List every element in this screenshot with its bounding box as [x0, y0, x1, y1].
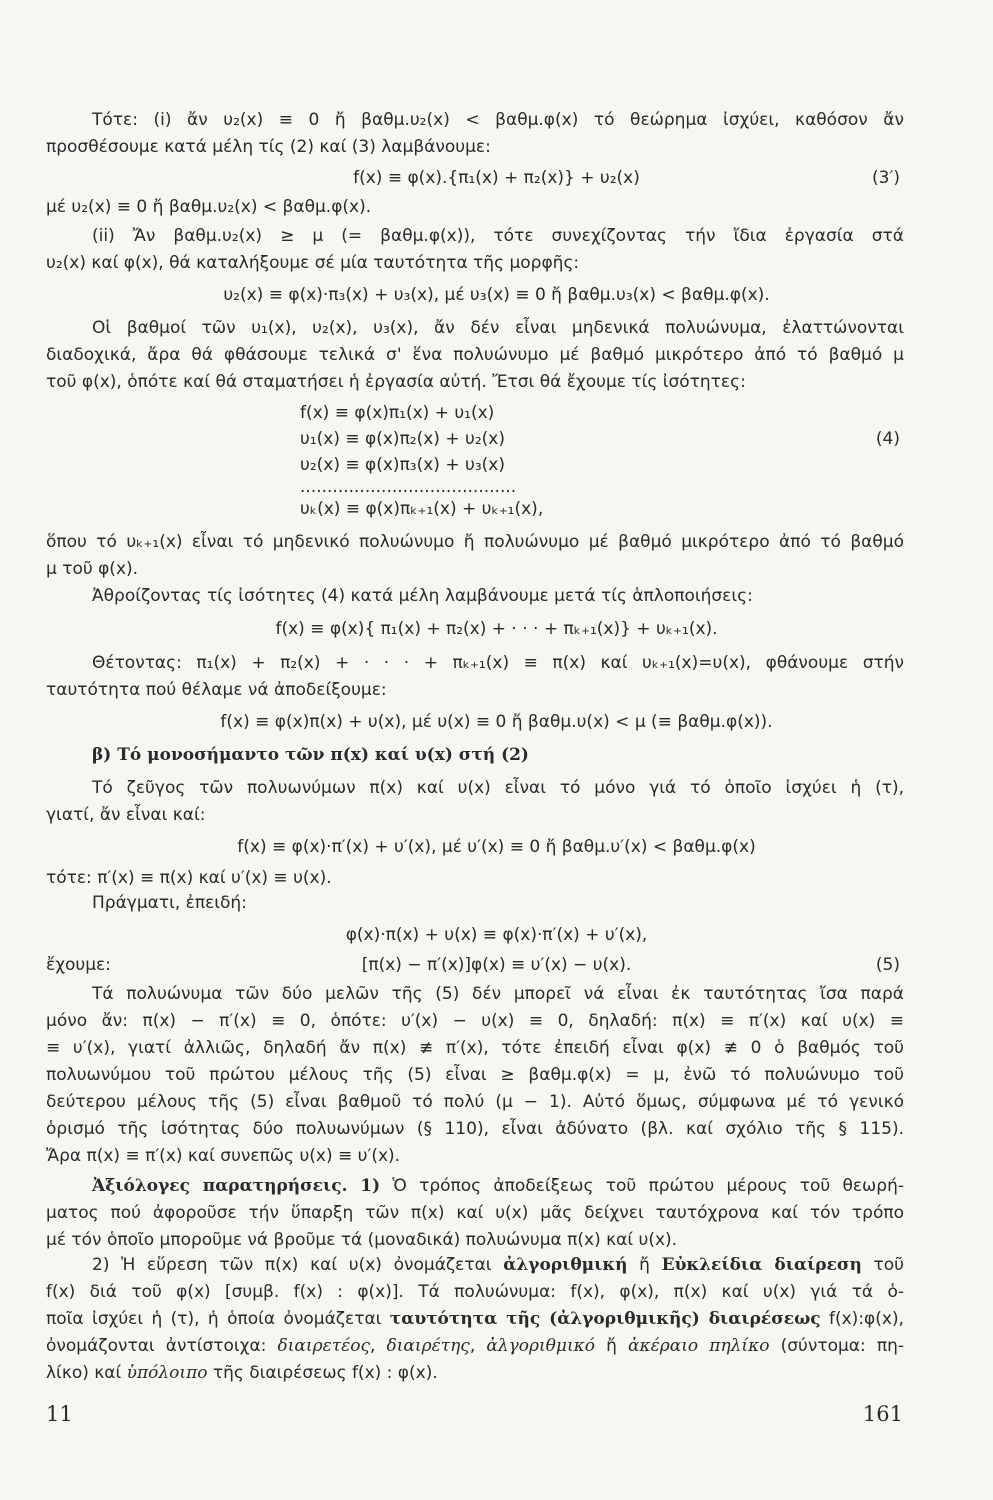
- text-line: Τά πολυώνυμα τῶν δύο μελῶν τῆς (5) δέν μπορεῖ νά εἶναι ἐκ ταυτότητας ἴσα παρά: [92, 984, 904, 1004]
- term-integer-quotient: ἀκέραιο πηλίκο: [628, 1336, 770, 1356]
- text-line: Θέτοντας: π₁(x) + π₂(x) + · · · + πₖ₊₁(x) ≡ π(x) καί υₖ₊₁(x)=υ(x), φθάνουμε στήν: [92, 653, 904, 673]
- text-line: f(x) ≡ φ(x)·π′(x) + υ′(x), μέ υ′(x) ≡ 0 ἤ βαθμ.υ′(x) < βαθμ.φ(x): [237, 837, 756, 857]
- text-line: ≡ υ′(x), γιατί ἀλλιῶς, δηλαδή ἄν π(x) ≢ π′(x), τότε ἐπειδή εἶναι φ(x) ≢ 0 ὁ βαθμός τοῦ: [46, 1038, 904, 1058]
- term-euclidean-division: Εὐκλείδια διαίρεση: [661, 1255, 862, 1275]
- equation-number: (3′): [872, 168, 900, 188]
- text-line: δεύτερου μέλους τῆς (5) εἶναι βαθμοῦ τό πολύ (μ − 1). Αὐτό ὅμως, σύμφωνα μέ τό γενικό: [46, 1092, 904, 1112]
- remark-1-line-3: μέ τόν ὁποῖο μποροῦμε νά βροῦμε τά (μοναδικά) πολυώνυμα π(x) καί υ(x).: [46, 1230, 678, 1250]
- term-dividend: διαιρετέος: [277, 1336, 370, 1356]
- remark-2-line-4: [46, 1336, 904, 1356]
- remark-2-text-3a: ποῖα ἰσχύει ἡ (τ), ἡ ὁποία ὀνομάζεται: [46, 1309, 390, 1329]
- signature-number: 11: [46, 1402, 73, 1426]
- text-line: Πράγματι, ἐπειδή:: [92, 893, 247, 913]
- remark-2-text-4a: ὀνομάζονται ἀντίστοιχα:: [46, 1336, 278, 1356]
- remark-2-text-4i: (σύντομα: πη-: [769, 1336, 905, 1356]
- text-line: ἔχουμε:: [46, 955, 111, 975]
- text-line: f(x) ≡ φ(x)π(x) + υ(x), μέ υ(x) ≡ 0 ἤ βαθμ.υ(x) < μ (≡ βαθμ.φ(x)).: [220, 712, 773, 732]
- text-line: υ₁(x) ≡ φ(x)π₂(x) + υ₂(x): [300, 429, 505, 449]
- text-line: ........................................: [300, 477, 517, 497]
- text-line: (ii) Ἄν βαθμ.υ₂(x) ≥ μ (= βαθμ.φ(x)), τότε συνεχίζοντας τήν ἴδια ἐργασία στά: [92, 226, 904, 246]
- remark-1-text: Ὁ τρόπος ἀποδείξεως τοῦ πρώτου μέρους τοῦ θεωρή-: [380, 1176, 904, 1196]
- remark-2-line-2: f(x) διά τοῦ φ(x) [συμβ. f(x) : φ(x)]. Τά πολυώνυμα: f(x), φ(x), π(x) καί υ(x) γιά τά ὁ-: [46, 1282, 904, 1302]
- text-line: μόνο ἄν: π(x) − π′(x) ≡ 0, ὁπότε: υ′(x) − υ(x) ≡ 0, δηλαδή: π(x) ≡ π′(x) καί υ(x) ≡: [46, 1011, 904, 1031]
- term-division-identity: ταυτότητα τῆς (ἀλγοριθμικῆς) διαιρέσεως: [389, 1309, 821, 1329]
- text-line: υ₂(x) ≡ φ(x)·π₃(x) + υ₃(x), μέ υ₃(x) ≡ 0 ἤ βαθμ.υ₃(x) < βαθμ.φ(x).: [223, 285, 770, 305]
- remark-2-line-5: [46, 1363, 904, 1383]
- text-line: f(x) ≡ φ(x){ π₁(x) + π₂(x) + · · · + πₖ₊₁(x)} + υₖ₊₁(x).: [275, 619, 718, 639]
- text-line: Ἄρα π(x) ≡ π′(x) καί συνεπῶς υ(x) ≡ υ′(x).: [46, 1146, 401, 1166]
- text-line: γιατί, ἄν εἶναι καί:: [46, 805, 206, 825]
- term-algorithmic-quotient: ἀλγοριθμικό: [486, 1336, 595, 1356]
- text-line: διαδοχικά, ἄρα θά φθάσουμε τελικά σ' ἕνα πολυώνυμο μέ βαθμό μικρότερο ἀπό τό βαθμό μ: [46, 345, 904, 365]
- text-line: β) Τό μονοσήμαντο τῶν π(x) καί υ(x) στή (2): [92, 745, 529, 765]
- text-line: μέ υ₂(x) ≡ 0 ἤ βαθμ.υ₂(x) < βαθμ.φ(x).: [46, 197, 372, 217]
- remark-2-text-c: ἤ: [627, 1255, 662, 1275]
- text-line: υ₂(x) ≡ φ(x)π₃(x) + υ₃(x): [300, 455, 505, 475]
- remark-2-text-4g: ἤ: [595, 1336, 629, 1356]
- equation-number: (5): [875, 955, 900, 975]
- term-divisor: διαιρέτης: [386, 1336, 470, 1356]
- text-line: ὅπου τό υₖ₊₁(x) εἶναι τό μηδενικό πολυώνυμο ἤ πολυώνυμο μέ βαθμό μικρότερο ἀπό τό βαθμό: [46, 532, 904, 552]
- text-line: προσθέσουμε κατά μέλη τίς (2) καί (3) λαμβάνουμε:: [46, 137, 491, 157]
- text-line: [π(x) − π′(x)]φ(x) ≡ υ′(x) − υ(x).: [361, 955, 632, 975]
- page-number: 161: [862, 1402, 903, 1426]
- remark-2-text-3c: f(x):φ(x),: [820, 1309, 904, 1329]
- remark-2-text-4c: ,: [369, 1336, 387, 1356]
- remark-heading: Ἀξιόλογες παρατηρήσεις. 1): [92, 1176, 381, 1196]
- remark-2-text-5a: λίκο) καί: [46, 1363, 127, 1383]
- text-line: πολυωνύμου τοῦ πρώτου μέλους τῆς (5) εἶναι ≥ βαθμ.φ(x) = μ, ἐνῶ τό πολυώνυμο τοῦ: [46, 1065, 904, 1085]
- text-line: μ τοῦ φ(x).: [46, 559, 139, 579]
- text-line: ταυτότητα πού θέλαμε νά ἀποδείξουμε:: [46, 680, 387, 700]
- text-line: Τό ζεῦγος τῶν πολυωνύμων π(x) καί υ(x) εἶναι τό μόνο γιά τό ὁποῖο ἰσχύει ἡ (τ),: [92, 778, 904, 798]
- text-line: υ₂(x) καί φ(x), θά καταλήξουμε σέ μία ταυτότητα τῆς μορφῆς:: [46, 253, 580, 273]
- equation-number: (4): [875, 429, 900, 449]
- text-line: ὁρισμό τῆς ἰσότητας δύο πολυωνύμων (§ 110), εἶναι ἀδύνατο (βλ. καί σχόλιο τῆς § 115).: [46, 1119, 904, 1139]
- text-line: τότε: π′(x) ≡ π(x) καί υ′(x) ≡ υ(x).: [46, 868, 332, 888]
- remark-2-line-3: [46, 1309, 904, 1329]
- term-remainder: ὑπόλοιπο: [126, 1363, 208, 1383]
- text-line: φ(x)·π(x) + υ(x) ≡ φ(x)·π′(x) + υ′(x),: [345, 925, 648, 945]
- term-algorithmic: ἀλγοριθμική: [503, 1255, 628, 1275]
- text-line: Οἱ βαθμοί τῶν υ₁(x), υ₂(x), υ₃(x), ἄν δέν εἶναι μηδενικά πολυώνυμα, ἐλαττώνονται: [92, 318, 904, 338]
- remark-1-line-1: [92, 1176, 904, 1196]
- text-line: Τότε: (i) ἄν υ₂(x) ≡ 0 ἤ βαθμ.υ₂(x) < βαθμ.φ(x) τό θεώρημα ἰσχύει, καθόσον ἄν: [92, 110, 904, 130]
- text-line: f(x) ≡ φ(x)π₁(x) + υ₁(x): [300, 403, 495, 423]
- remark-2-text-5c: τῆς διαιρέσεως f(x) : φ(x).: [207, 1363, 438, 1383]
- text-line: τοῦ φ(x), ὁπότε καί θά σταματήσει ἡ ἐργασία αὐτή. Ἔτσι θά ἔχουμε τίς ἰσότητες:: [46, 372, 746, 392]
- remark-2-line-1: [92, 1255, 904, 1275]
- remark-1-line-2: ματος πού ἀφοροῦσε τήν ὕπαρξη τῶν π(x) καί υ(x) μᾶς δείχνει ταυτόχρονα καί τόν τρόπο: [46, 1203, 904, 1223]
- remark-2-text-a: 2) Ἡ εὕρεση τῶν π(x) καί υ(x) ὀνομάζεται: [92, 1255, 504, 1275]
- text-line: Ἀθροίζοντας τίς ἰσότητες (4) κατά μέλη λαμβάνουμε μετά τίς ἁπλοποιήσεις:: [92, 586, 753, 606]
- text-line: f(x) ≡ φ(x).{π₁(x) + π₂(x)} + υ₂(x): [353, 168, 640, 188]
- remark-2-text-4e: ,: [469, 1336, 487, 1356]
- remark-2-text-e: τοῦ: [861, 1255, 904, 1275]
- text-line: υₖ(x) ≡ φ(x)πₖ₊₁(x) + υₖ₊₁(x),: [300, 499, 544, 519]
